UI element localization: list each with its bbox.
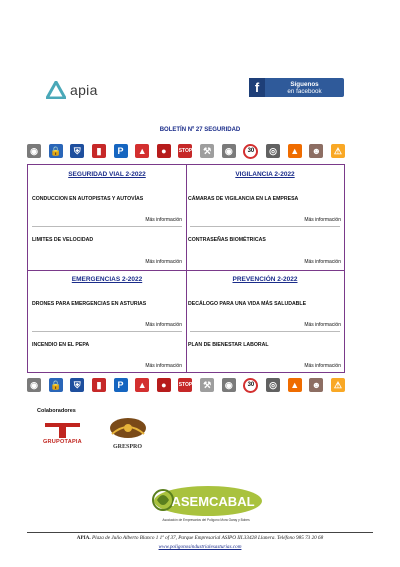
shield-icon: ⛨ [70,378,84,392]
padlock-icon: 🔒 [49,144,63,158]
camera-icon: ◉ [222,144,236,158]
bulletin-title: BOLETÍN Nº 27 SEGURIDAD [159,127,241,133]
safe-icon: ◎ [266,144,280,158]
warning-icon: ⚠ [331,144,345,158]
section-title-seguridad-vial[interactable]: SEGURIDAD VIAL 2-2022 [68,171,146,178]
asemcabal-subtitle: Asociación de Empresarios del Polígono Mora Garay y Bobes [162,518,250,522]
grid-divider-horizontal [28,270,344,271]
speed-30-icon: 30 [243,144,258,159]
more-info-link[interactable]: Más información [304,259,341,265]
more-info-link[interactable]: Más información [304,363,341,369]
more-info-link[interactable]: Más información [304,217,341,223]
apia-logo [46,80,98,100]
camera-icon: ◉ [27,378,41,392]
fire-extinguisher-icon: ▮ [92,144,106,158]
hydrant-icon: ▲ [135,378,149,392]
grespro-logo-text[interactable]: GRESPRO [113,444,143,450]
apia-triangle-icon [46,81,66,99]
warning-icon: ⚠ [331,378,345,392]
speed-30-icon: 30 [243,378,258,393]
safe-icon: ◎ [266,378,280,392]
section-item[interactable]: LIMITES DE VELOCIDAD [32,237,94,243]
parking-icon: P [114,378,128,392]
grid-divider-vertical [186,165,187,372]
footer-address-text: Plaza de Julio Alberto Blanco 1 1º of 37, Parque Empresarial ASIPO III.33428 Llanera. Teléfono 985 73 20 68 [92,535,324,541]
section-item[interactable]: DRONES PARA EMERGENCIAS EN ASTURIAS [32,301,147,307]
section-title-emergencias[interactable]: EMERGENCIAS 2-2022 [71,276,143,283]
camera-icon: ◉ [222,378,236,392]
asemcabal-logo-icon [150,485,262,517]
facebook-line2: en facebook [287,87,322,95]
more-info-link[interactable]: Más información [304,322,341,328]
more-info-link[interactable]: Más información [145,217,182,223]
apia-logo-text: apia [70,82,98,98]
footer-address [27,535,373,541]
siren-icon: ● [157,144,171,158]
section-title-vigilancia[interactable]: VIGILANCIA 2-2022 [235,171,295,178]
facebook-follow-button[interactable] [249,78,344,97]
grespro-logo-icon[interactable] [107,416,149,446]
padlock-icon: 🔒 [49,378,63,392]
parking-icon: P [114,144,128,158]
stop-icon: STOP [178,144,192,158]
section-item[interactable]: PLAN DE BIENESTAR LABORAL [188,342,269,348]
camera-icon: ◉ [27,144,41,158]
more-info-link[interactable]: Más información [145,322,182,328]
footer-org: APIA. [76,535,91,541]
item-separator [190,331,340,332]
collaborators-label: Colaboradores [37,408,76,414]
grupo-tapia-logo-text[interactable]: GRUPOTAPIA [43,439,82,445]
wrench-icon: ⚒ [200,144,214,158]
section-item[interactable]: DECÁLOGO PARA UNA VIDA MÁS SALUDABLE [188,301,307,307]
safety-icon-strip-top [27,141,345,161]
siren-icon: ● [157,378,171,392]
more-info-link[interactable]: Más información [145,363,182,369]
firefighter-icon: ☻ [309,144,323,158]
sections-grid [27,164,345,373]
item-separator [32,226,182,227]
footer-website-link[interactable]: www.poligonosindustrialesasturias.com [158,544,242,550]
safety-icon-strip-bottom [27,375,345,395]
traffic-cone-icon: ▲ [288,378,302,392]
firefighter-icon: ☻ [309,378,323,392]
section-item[interactable]: INCENDIO EN EL PEPA [32,342,90,348]
more-info-link[interactable]: Más información [145,259,182,265]
section-item[interactable]: CÁMARAS DE VIGILANCIA EN LA EMPRESA [188,196,299,202]
footer-divider [27,532,373,533]
shield-icon: ⛨ [70,144,84,158]
asemcabal-logo-text: ASEMCABAL [171,494,255,509]
stop-icon: STOP [178,378,192,392]
section-item[interactable]: CONDUCCION EN AUTOPISTAS Y AUTOVÍAS [32,196,144,202]
grupo-tapia-logo-icon[interactable] [45,421,80,438]
fire-extinguisher-icon: ▮ [92,378,106,392]
item-separator [190,226,340,227]
facebook-icon: f [249,78,265,97]
section-item[interactable]: CONTRASEÑAS BIOMÉTRICAS [188,237,266,243]
wrench-icon: ⚒ [200,378,214,392]
traffic-cone-icon: ▲ [288,144,302,158]
section-title-prevencion[interactable]: PREVENCIÓN 2-2022 [232,276,298,283]
hydrant-icon: ▲ [135,144,149,158]
facebook-line1: Síguenos [290,80,319,88]
item-separator [32,331,182,332]
